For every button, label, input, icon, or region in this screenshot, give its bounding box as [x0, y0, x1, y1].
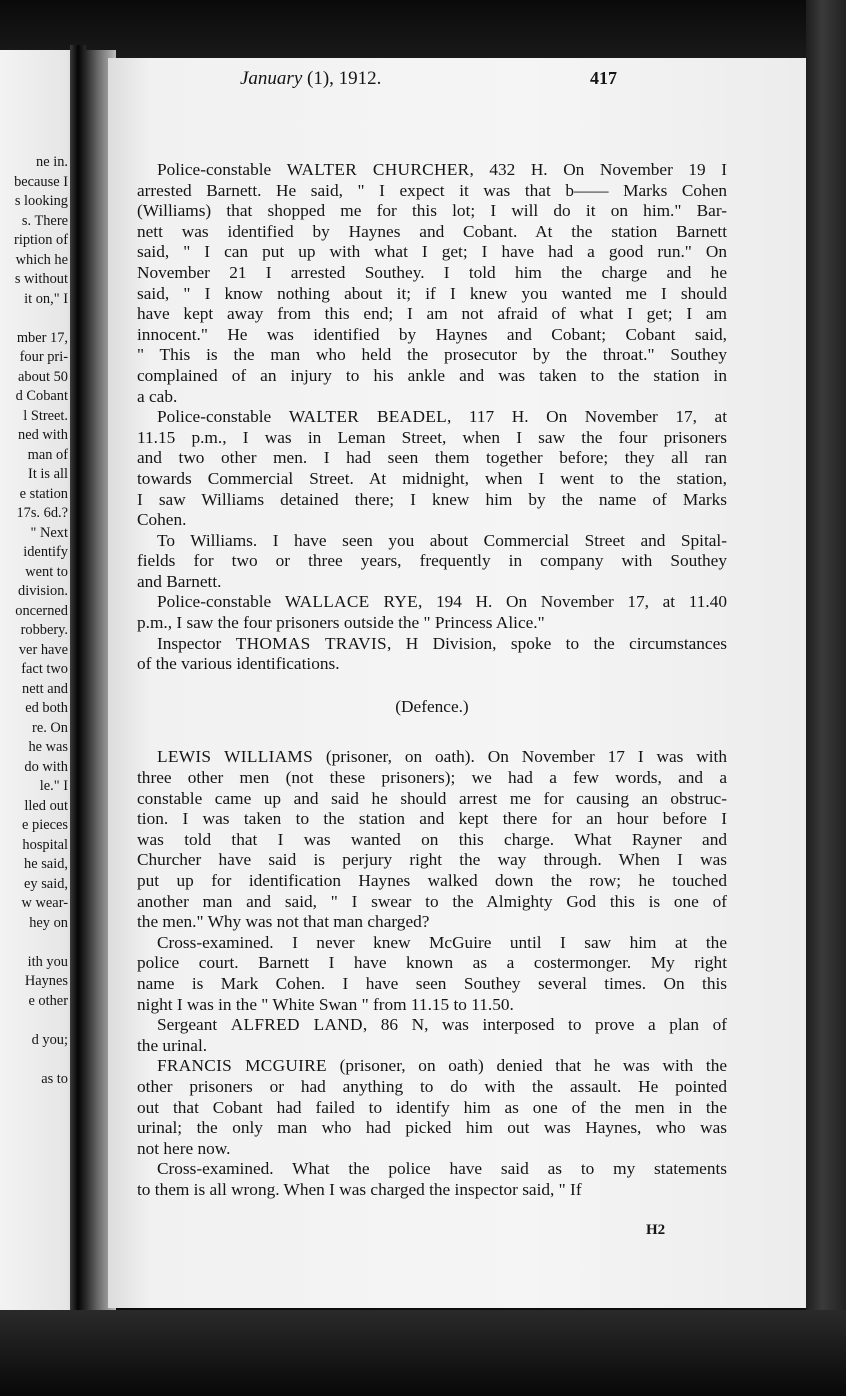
paragraph: [137, 747, 727, 932]
text-line: [137, 325, 727, 346]
person-name: FRANCIS MCGUIRE: [157, 1056, 327, 1076]
text-line: [137, 160, 727, 181]
text-line: [137, 871, 727, 892]
text-line: [137, 428, 727, 449]
text-segment: To Williams. I have seen you about Commercial Street and Spital-: [157, 530, 727, 550]
facing-page-line: le." I: [39, 778, 68, 794]
facing-page-line: It is all: [28, 466, 68, 482]
facing-page-line: identify: [23, 544, 68, 560]
text-segment: " This is the man who held the prosecutor by the throat." Southey: [137, 345, 727, 365]
running-head-month: January: [240, 68, 303, 89]
text-line: [137, 592, 727, 613]
text-segment: , H Division, spoke to the circumstances: [386, 633, 728, 653]
facing-page-line: do with: [24, 758, 68, 775]
facing-page-line: went to: [25, 563, 68, 580]
person-name: WALTER BEADEL: [288, 407, 447, 427]
text-line: [137, 789, 727, 810]
facing-page-line: lled out: [24, 797, 68, 814]
facing-page-line: it on," I: [24, 290, 68, 307]
text-segment: November 21 I arrested Southey. I told him the charge and he: [137, 262, 727, 282]
text-line: [137, 974, 727, 995]
text-segment: to them is all wrong. When I was charged the inspector said, " If: [137, 1179, 582, 1199]
person-name: LEWIS WILLIAMS: [157, 747, 313, 767]
text-segment: three other men (not these prisoners); we had a few words, and a: [137, 768, 727, 788]
text-line: [137, 933, 727, 954]
facing-page-line: e pieces: [22, 817, 68, 833]
text-line: [137, 222, 727, 243]
text-segment: police court. Barnett I have known as a costermonger. My right: [137, 953, 727, 973]
facing-page-line: Haynes: [24, 973, 68, 989]
text-line: [137, 1077, 727, 1098]
text-segment: out that Cobant had failed to identify him as one of the men in the: [137, 1097, 727, 1117]
facing-page-line: nett and: [22, 680, 68, 697]
facing-page-line: s without: [14, 271, 68, 287]
facing-page-line: ne in.: [36, 154, 68, 170]
text-line: [137, 469, 727, 490]
facing-page-line: ription of: [14, 232, 68, 248]
text-line: [137, 263, 727, 284]
text-segment: was told that I was wanted on this charge. What Rayner and: [137, 829, 727, 849]
facing-page-line: 17s. 6d.?: [16, 505, 68, 521]
text-line: [137, 490, 727, 511]
text-line: [137, 747, 727, 768]
text-line: [137, 809, 727, 830]
text-segment: Cohen.: [137, 510, 187, 530]
text-line: [137, 654, 727, 675]
text-line: [137, 242, 727, 263]
facing-page-line: s looking: [14, 193, 68, 209]
facing-page-line: e station: [19, 485, 68, 502]
facing-page-line: hospital: [22, 836, 68, 853]
text-segment: said, " I know nothing about it; if I knew you wanted me I should: [137, 283, 727, 303]
paragraph: [137, 634, 727, 675]
paragraph: [137, 1015, 727, 1056]
facing-page-line: e other: [28, 992, 68, 1009]
facing-page-line: he said,: [24, 856, 68, 872]
text-segment: Police-constable: [157, 407, 289, 427]
section-heading: (Defence.): [395, 696, 469, 716]
text-line: [137, 304, 727, 325]
facing-page-line: w wear-: [21, 895, 68, 911]
text-segment: innocent." He was identified by Haynes and Cobant; Cobant said,: [137, 324, 727, 344]
facing-page-line: ver have: [18, 641, 68, 658]
text-segment: arrested Barnett. He said, " I expect it was that b—— Marks Cohen: [137, 180, 727, 200]
text-segment: 11.15 p.m., I was in Leman Street, when I saw the four prisoners: [137, 427, 727, 447]
text-line: [137, 366, 727, 387]
text-line: [137, 448, 727, 469]
facing-page-line: ned with: [18, 427, 68, 443]
body-text: [137, 160, 727, 1201]
text-line: [137, 407, 727, 428]
facing-page-line: four pri-: [19, 349, 68, 365]
text-line: [137, 181, 727, 202]
text-segment: another man and said, " I swear to the Almighty God this is one of: [137, 891, 727, 911]
text-line: [137, 201, 727, 222]
person-name: WALLACE RYE: [284, 592, 418, 612]
text-line: [137, 1159, 727, 1180]
facing-page-line: as to: [41, 1070, 68, 1087]
page-number: 417: [590, 68, 617, 88]
facing-page-line: [14, 933, 68, 953]
text-segment: Sergeant: [157, 1015, 231, 1035]
text-segment: (prisoner, on oath). On November 17 I was with: [312, 747, 727, 767]
person-name: WALTER CHURCHER: [286, 160, 470, 179]
text-segment: , 432 H. On November 19 I: [469, 160, 727, 179]
facing-page-line: man of: [27, 446, 68, 463]
text-line: [137, 387, 727, 408]
text-segment: Police-constable: [157, 160, 287, 179]
facing-page-line: [14, 1050, 68, 1070]
paragraph: [137, 592, 727, 633]
paragraph: [137, 407, 727, 531]
text-line: [137, 572, 727, 593]
facing-page-line: about 50: [18, 368, 68, 385]
facing-page-line: " Next: [30, 524, 68, 541]
text-line: [137, 1056, 727, 1077]
text-line: [137, 1036, 727, 1057]
text-segment: name is Mark Cohen. I have seen Southey several times. On this: [137, 973, 727, 993]
running-head: [240, 68, 381, 90]
text-segment: (Williams) that shopped me for this lot; I will do it on him." Bar-: [137, 201, 727, 221]
text-segment: Cross-examined. What the police have said as to my statements: [157, 1159, 727, 1179]
book-gutter: [70, 45, 86, 1325]
facing-page-line: ed both: [25, 700, 68, 716]
text-segment: nett was identified by Haynes and Cobant. At the station Barnett: [137, 221, 727, 241]
facing-page-line: [14, 309, 68, 329]
signature-mark: H2: [646, 1222, 666, 1238]
facing-page-line: robbery.: [20, 622, 68, 638]
text-line: [137, 551, 727, 572]
text-line: [137, 892, 727, 913]
facing-page-line: he was: [28, 739, 68, 755]
text-line: [137, 912, 727, 933]
text-line: [137, 830, 727, 851]
text-segment: Churcher have said is perjury right the way through. When I was: [137, 850, 727, 870]
facing-page-line: re. On: [32, 719, 68, 736]
paragraph: [137, 1056, 727, 1159]
text-line: [137, 850, 727, 871]
text-segment: (prisoner, on oath) denied that he was with the: [326, 1056, 728, 1076]
text-segment: a cab.: [137, 386, 178, 406]
facing-page-line: d you;: [31, 1031, 68, 1048]
text-segment: fields for two or three years, frequently in company with Southey: [137, 551, 727, 571]
text-line: [137, 768, 727, 789]
text-line: [137, 1139, 727, 1160]
paragraph: [137, 531, 727, 593]
text-line: [137, 345, 727, 366]
facing-page-line: division.: [18, 583, 68, 599]
text-segment: said, " I can put up with what I get; I have had a good run." On: [137, 242, 727, 262]
facing-page-line: which he: [15, 251, 68, 268]
facing-page-line: hey on: [29, 914, 68, 931]
text-segment: p.m., I saw the four prisoners outside the " Princess Alice.": [137, 613, 545, 633]
text-line: [137, 1098, 727, 1119]
paragraph: [137, 933, 727, 1015]
text-segment: I saw Williams detained there; I knew him by the name of Marks: [137, 489, 727, 509]
text-line: [137, 1015, 727, 1036]
text-segment: not here now.: [137, 1138, 231, 1158]
text-segment: constable came up and said he should arrest me for causing an obstruc-: [137, 788, 727, 808]
text-segment: towards Commercial Street. At midnight, when I went to the station,: [137, 468, 727, 488]
text-segment: Police-constable: [157, 592, 285, 612]
text-segment: tion. I was taken to the station and kept there for an hour before I: [137, 809, 727, 829]
text-segment: and two other men. I had seen them together before; they all ran: [137, 448, 727, 468]
facing-page-line: d Cobant: [15, 388, 68, 404]
scan-right-border: [806, 0, 846, 1396]
text-line: [137, 1118, 727, 1139]
text-segment: night I was in the " White Swan " from 11.15 to 11.50.: [137, 994, 514, 1014]
text-line: [137, 531, 727, 552]
text-segment: Cross-examined. I never knew McGuire until I saw him at the: [157, 932, 727, 952]
text-segment: have kept away from this end; I am not afraid of what I get; I am: [137, 304, 727, 324]
scan-bottom-border: [0, 1310, 846, 1396]
text-segment: the urinal.: [137, 1035, 208, 1055]
facing-page-line: mber 17,: [16, 329, 68, 346]
facing-page-line: [14, 1011, 68, 1031]
text-segment: and Barnett.: [137, 571, 222, 591]
facing-page-line: s. There: [21, 212, 68, 229]
text-line: [137, 634, 727, 655]
text-segment: Inspector: [157, 633, 236, 653]
text-segment: the men." Why was not that man charged?: [137, 912, 430, 932]
text-segment: other prisoners or had anything to do with the assault. He pointed: [137, 1076, 727, 1096]
facing-page-line: fact two: [21, 661, 68, 677]
text-segment: of the various identifications.: [137, 654, 340, 674]
person-name: ALFRED LAND: [230, 1015, 363, 1035]
text-line: [137, 1180, 727, 1201]
text-line: [137, 995, 727, 1016]
paragraph: [137, 1159, 727, 1200]
text-segment: complained of an injury to his ankle and was taken to the station in: [137, 365, 727, 385]
text-segment: urinal; the only man who had picked him out was Haynes, who was: [137, 1118, 727, 1138]
facing-page-line: ith you: [27, 953, 68, 970]
text-line: [137, 613, 727, 634]
text-segment: , 117 H. On November 17, at: [446, 407, 727, 427]
paragraph: [137, 160, 727, 407]
facing-page-text: [14, 153, 68, 1089]
text-segment: , 194 H. On November 17, at 11.40: [418, 592, 728, 612]
facing-page-line: oncerned: [15, 602, 68, 619]
facing-page-line: ey said,: [24, 875, 68, 892]
text-segment: , 86 N, was interposed to prove a plan of: [362, 1015, 727, 1035]
facing-page-line: because I: [14, 173, 68, 190]
text-line: [137, 284, 727, 305]
person-name: THOMAS TRAVIS: [235, 633, 387, 653]
scan-top-border: [0, 0, 846, 60]
running-head-date: (1), 1912.: [307, 68, 382, 89]
text-line: [137, 953, 727, 974]
text-segment: put up for identification Haynes walked down the row; he touched: [137, 871, 727, 890]
text-line: [137, 510, 727, 531]
facing-page-line: l Street.: [23, 407, 68, 424]
